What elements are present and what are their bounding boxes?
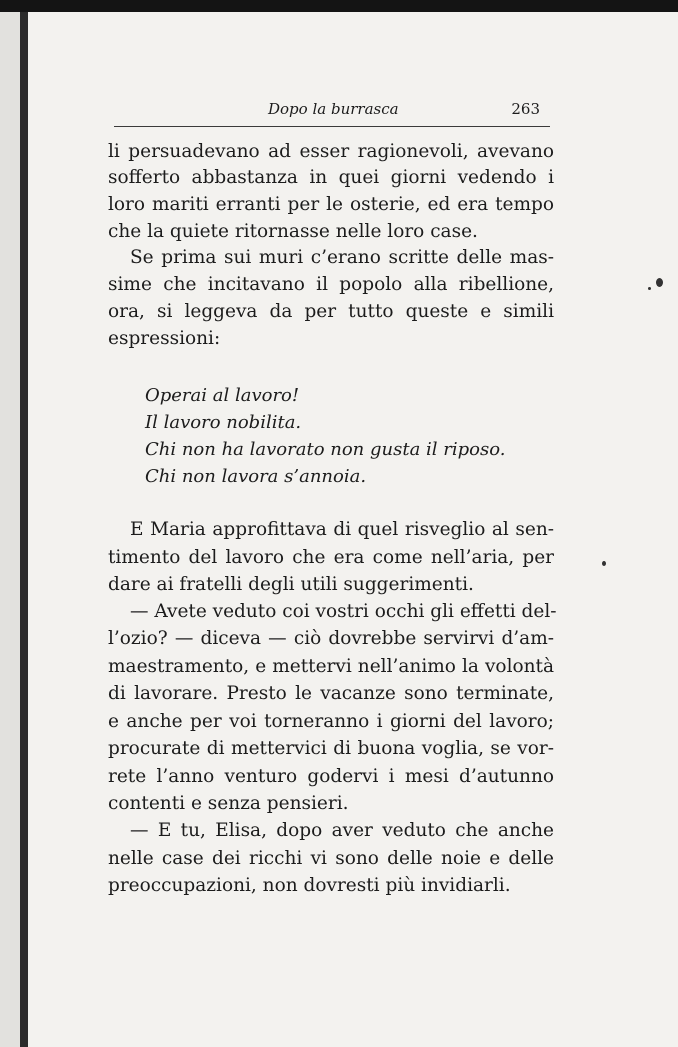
verse-line: Chi non lavora s’annoia. <box>145 466 367 487</box>
text-line: E Maria approfittava di quel risveglio al sen- <box>130 519 554 540</box>
text-line: loro mariti erranti per le osterie, ed era tempo <box>108 194 554 215</box>
text-line: espressioni: <box>108 328 221 349</box>
text-line: rete l’anno venturo godervi i mesi d’autunno <box>108 766 554 787</box>
text-line: che la quiete ritornasse nelle loro case. <box>108 221 478 242</box>
running-header <box>110 100 550 120</box>
text-line: li persuadevano ad esser ragionevoli, avevano <box>108 141 554 162</box>
ink-speck <box>648 287 651 290</box>
page-number: 263 <box>511 100 540 118</box>
text-line: ora, si leggeva da per tutto queste e simili <box>108 301 554 322</box>
text-line: — E tu, Elisa, dopo aver veduto che anche <box>130 820 554 841</box>
text-line: preoccupazioni, non dovresti più invidiarli. <box>108 875 511 896</box>
text-line: procurate di mettervici di buona voglia, se vor- <box>108 738 554 759</box>
ink-speck <box>602 561 606 566</box>
text-line: timento del lavoro che era come nell’aria, per <box>108 547 554 568</box>
scan-top-border <box>0 0 678 12</box>
text-line: e anche per voi torneranno i giorni del lavoro; <box>108 711 554 732</box>
text-line: sime che incitavano il popolo alla ribellione, <box>108 274 554 295</box>
text-line: di lavorare. Presto le vacanze sono terminate, <box>108 683 554 704</box>
ink-speck <box>656 278 663 287</box>
running-title: Dopo la burrasca <box>268 100 399 118</box>
verse-line: Il lavoro nobilita. <box>145 412 302 433</box>
text-line: sofferto abbastanza in quei giorni vedendo i <box>108 167 554 188</box>
verse-line: Chi non ha lavorato non gusta il riposo. <box>145 439 506 460</box>
text-line: Se prima sui muri c’erano scritte delle mas- <box>130 247 554 268</box>
text-line: contenti e senza pensieri. <box>108 793 349 814</box>
text-line: nelle case dei ricchi vi sono delle noie e delle <box>108 848 554 869</box>
verse-line: Operai al lavoro! <box>145 385 300 406</box>
text-line: — Avete veduto coi vostri occhi gli effetti del- <box>130 601 557 622</box>
book-binding-shadow <box>20 12 28 1047</box>
text-line: maestramento, e mettervi nell’animo la volontà <box>108 656 554 677</box>
header-rule <box>114 126 550 127</box>
text-line: dare ai fratelli degli utili suggerimenti. <box>108 574 474 595</box>
text-line: l’ozio? — diceva — ciò dovrebbe servirvi d’am- <box>108 628 554 649</box>
